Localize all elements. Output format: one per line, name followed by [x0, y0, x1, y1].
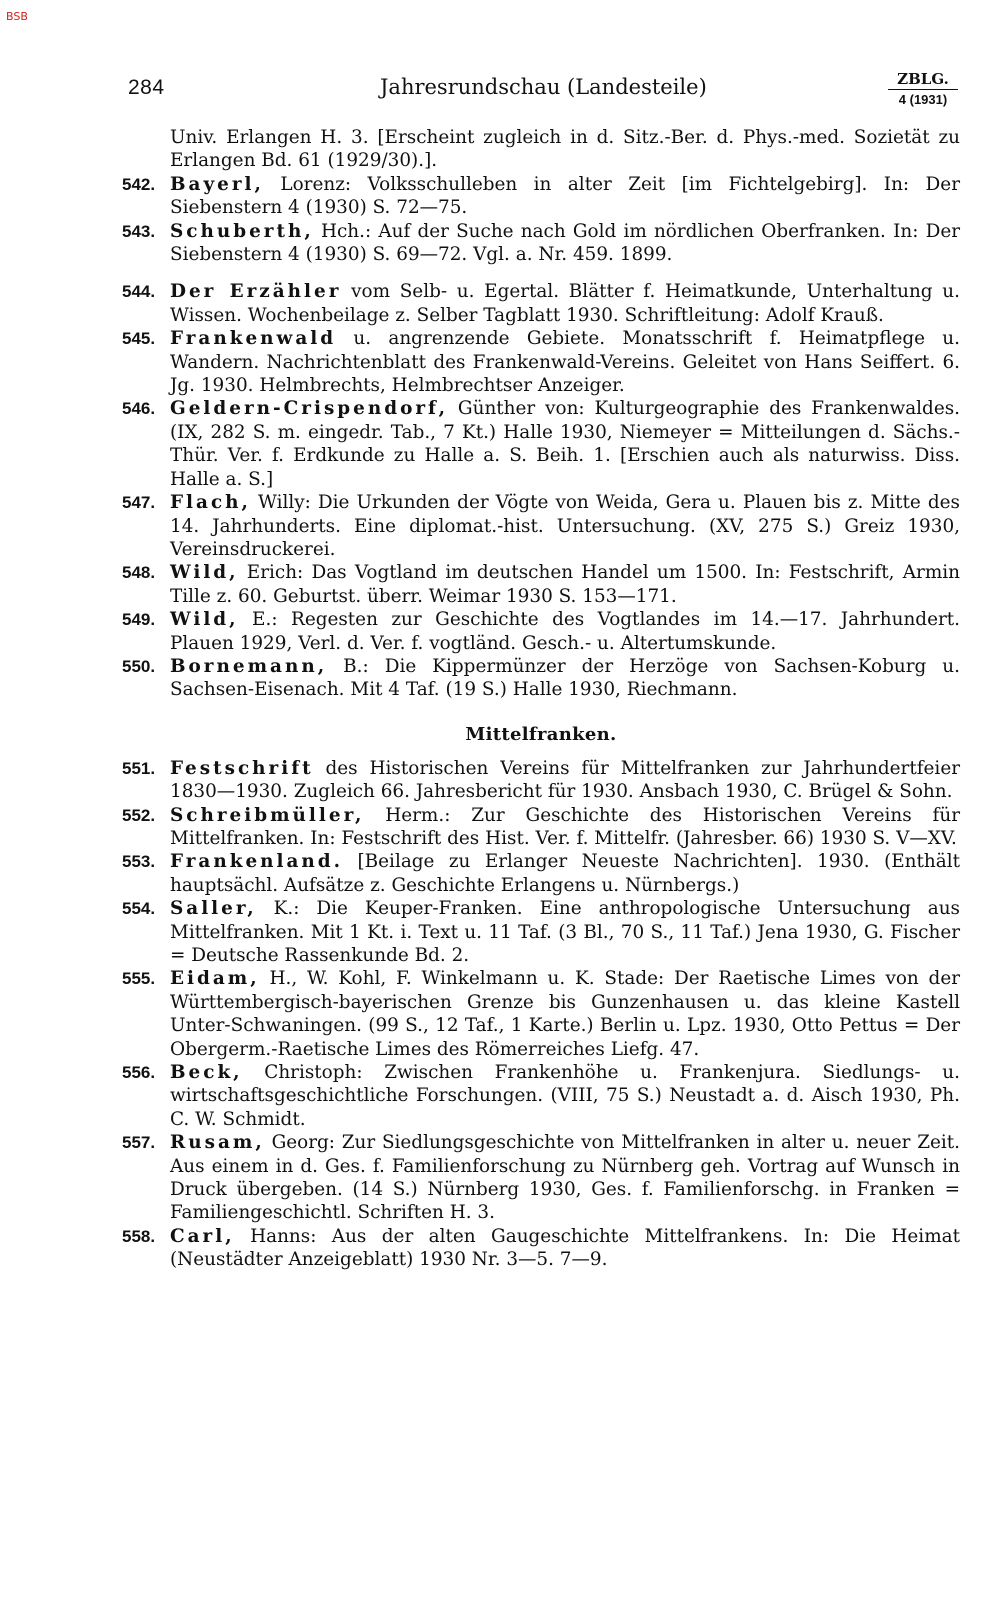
entry-number: 544.: [122, 282, 156, 302]
bibliography-body: [122, 126, 960, 1272]
entry-text: E.: Regesten zur Geschichte des Vogtlandes im 14.—17. Jahrhundert. Plauen 1929, Verl. d. Ver. f. vogtländ. Gesch.- u. Altertumskunde.: [170, 609, 960, 654]
entry-number: 550.: [122, 656, 156, 676]
entry-text: Christoph: Zwischen Frankenhöhe u. Frankenjura. Siedlungs- u. wirtschaftsgeschichtliche Forschungen. (VIII, 75 S.) Neustadt a. d. Aisch 1930, Ph. C. W. Schmidt.: [170, 1062, 960, 1130]
bibliography-entry: [122, 280, 960, 327]
entry-number: 546.: [122, 399, 156, 419]
entry-text: Hch.: Auf der Suche nach Gold im nördlichen Oberfranken. In: Der Siebenstern 4 (1930) S. 69—72. Vgl. a. Nr. 459. 1899.: [170, 220, 960, 266]
entry-author: Schuberth,: [170, 220, 314, 242]
entry-text: K.: Die Keuper-Franken. Eine anthropologische Untersuchung aus Mittelfranken. Mit 1 Kt. i. Text u. 11 Taf. (3 Bl., 70 S., 11 Taf.) Jena 1930, G. Fischer = Deutsche Rassenkunde Bd. 2.: [170, 898, 960, 966]
entry-number: 551.: [122, 758, 156, 778]
bibliography-entry: [122, 220, 960, 267]
entry-author: Schreibmüller,: [170, 804, 365, 826]
bibliography-entry: [122, 850, 960, 897]
entry-number: 557.: [122, 1133, 156, 1153]
entry-author: Flach,: [170, 492, 251, 514]
entry-number: 542.: [122, 174, 156, 194]
bibliography-entry: [122, 655, 960, 702]
bibliography-entry: [122, 757, 960, 804]
entry-author: Carl,: [170, 1225, 235, 1247]
entry-author: Beck,: [170, 1062, 243, 1084]
entry-text: H., W. Kohl, F. Winkelmann u. K. Stade: Der Raetische Limes von der Württembergisch-bayerischen Grenze bis Gunzenhausen u. das kleine Kastell Unter-Schwaningen. (99 S., 12 Taf., 1 Karte.) Berlin u. Lpz. 1930, Otto Pettus = Der Obergerm.-Raetische Limes des Römerreiches Liefg. 47.: [170, 968, 960, 1060]
entry-text: Willy: Die Urkunden der Vögte von Weida, Gera u. Plauen bis z. Mitte des 14. Jahrhunderts. Eine diplomat.-hist. Untersuchung. (XV, 275 S.) Greiz 1930, Vereinsdruckerei.: [170, 492, 960, 560]
entry-text: vom Selb- u. Egertal. Blätter f. Heimatkunde, Unterhaltung u. Wissen. Wochenbeilage z. Selber Tagblatt 1930. Schriftleitung: Adolf Krauß.: [170, 281, 960, 326]
entry-author: Festschrift: [170, 757, 314, 779]
entry-number: 548.: [122, 563, 156, 583]
entry-number: 547.: [122, 493, 156, 513]
entry-text: Lorenz: Volksschulleben in alter Zeit [im Fichtelgebirg]. In: Der Siebenstern 4 (1930) S. 72—75.: [170, 173, 960, 219]
bibliography-entry: [122, 561, 960, 608]
entry-number: 543.: [122, 221, 156, 241]
page-number: 284: [128, 76, 165, 99]
library-watermark: BSB: [6, 10, 28, 23]
bibliography-entry: [122, 608, 960, 655]
bibliography-entry: [122, 1061, 960, 1131]
entry-number: 556.: [122, 1063, 156, 1083]
entry-group-oberfranken-periodicals: [122, 280, 960, 701]
running-title: Jahresrundschau (Landesteile): [380, 75, 707, 99]
entry-text: Herm.: Zur Geschichte des Historischen Vereins für Mittelfranken. In: Festschrift des Hist. Ver. f. Mittelfr. (Jahresber. 66) 1930 S. V—XV.: [170, 804, 960, 849]
entry-author: Wild,: [170, 609, 239, 631]
bibliography-entry: [122, 1131, 960, 1225]
entry-text: Günther von: Kulturgeographie des Frankenwaldes. (IX, 282 S. m. eingedr. Tab., 7 Kt.) Halle 1930, Niemeyer = Mitteilungen d. Sächs.-Thür. Ver. f. Erdkunde zu Halle a. S. Beih. 1. [Erschien auch als naturwiss. Diss. Halle a. S.]: [170, 398, 960, 490]
volume-abbreviation: ZBLG.: [888, 70, 958, 90]
entry-number: 545.: [122, 329, 156, 349]
bibliography-entry: [122, 397, 960, 491]
entry-author: Saller,: [170, 898, 257, 920]
entry-number: 553.: [122, 852, 156, 872]
entry-text: des Historischen Vereins für Mittelfranken zur Jahrhundertfeier 1830—1930. Zugleich 66. Jahresbericht für 1930. Ansbach 1930, C. Brügel & Sohn.: [170, 757, 960, 803]
bibliography-entry: [122, 491, 960, 561]
bibliography-entry: [122, 173, 960, 220]
entry-text: B.: Die Kippermünzer der Herzöge von Sachsen-Koburg u. Sachsen-Eisenach. Mit 4 Taf. (19 S.) Halle 1930, Riechmann.: [170, 655, 960, 701]
entry-number: 555.: [122, 969, 156, 989]
entry-author: Geldern-Crispendorf,: [170, 398, 448, 420]
entry-author: Rusam,: [170, 1132, 265, 1154]
bibliography-entry: [122, 804, 960, 851]
entry-author: Frankenland.: [170, 851, 344, 873]
volume-tag: [888, 70, 958, 109]
entry-text: Erich: Das Vogtland im deutschen Handel um 1500. In: Festschrift, Armin Tille z. 60. Geburtst. überr. Weimar 1930 S. 153—171.: [170, 562, 960, 607]
entry-author: Bornemann,: [170, 655, 328, 677]
entry-author: Eidam,: [170, 968, 260, 990]
bibliography-entry: [122, 1225, 960, 1272]
entry-author: Der Erzähler: [170, 281, 342, 303]
entry-text: Georg: Zur Siedlungsgeschichte von Mittelfranken in alter u. neuer Zeit. Aus einem in d. Ges. f. Familienforschung zu Nürnberg geh. Vortrag auf Wunsch in Druck übergeben. (14 S.) Nürnberg 1930, Ges. f. Familienforschg. in Franken = Familiengeschichtl. Schriften H. 3.: [170, 1132, 960, 1224]
entry-group-oberfranken: [122, 173, 960, 267]
entry-number: 552.: [122, 805, 156, 825]
entry-number: 549.: [122, 610, 156, 630]
entry-number: 554.: [122, 899, 156, 919]
continuation-entry: Univ. Erlangen H. 3. [Erscheint zugleich in d. Sitz.-Ber. d. Phys.-med. Sozietät zu Erlangen Bd. 61 (1929/30).].: [170, 127, 960, 172]
entry-author: Bayerl,: [170, 173, 264, 195]
entry-author: Frankenwald: [170, 328, 337, 350]
bibliography-entry: [122, 897, 960, 967]
volume-issue: 4 (1931): [898, 92, 948, 107]
entry-number: 558.: [122, 1226, 156, 1246]
entry-group-mittelfranken: [122, 757, 960, 1272]
entry-text: u. angrenzende Gebiete. Monatsschrift f. Heimatpflege u. Wandern. Nachrichtenblatt des Frankenwald-Vereins. Geleitet von Hans Seiffert. 6. Jg. 1930. Helmbrechts, Helmbrechtser Anzeiger.: [170, 328, 960, 397]
entry-text: [Beilage zu Erlanger Neueste Nachrichten]. 1930. (Enthält hauptsächl. Aufsätze z. Geschichte Erlangens u. Nürnbergs.): [170, 851, 960, 896]
section-heading-mittelfranken: Mittelfranken.: [465, 723, 617, 745]
entry-author: Wild,: [170, 562, 239, 584]
entry-text: Hanns: Aus der alten Gaugeschichte Mittelfrankens. In: Die Heimat (Neustädter Anzeigeblatt) 1930 Nr. 3—5. 7—9.: [170, 1225, 960, 1271]
bibliography-entry: [122, 327, 960, 397]
bibliography-entry: [122, 967, 960, 1061]
